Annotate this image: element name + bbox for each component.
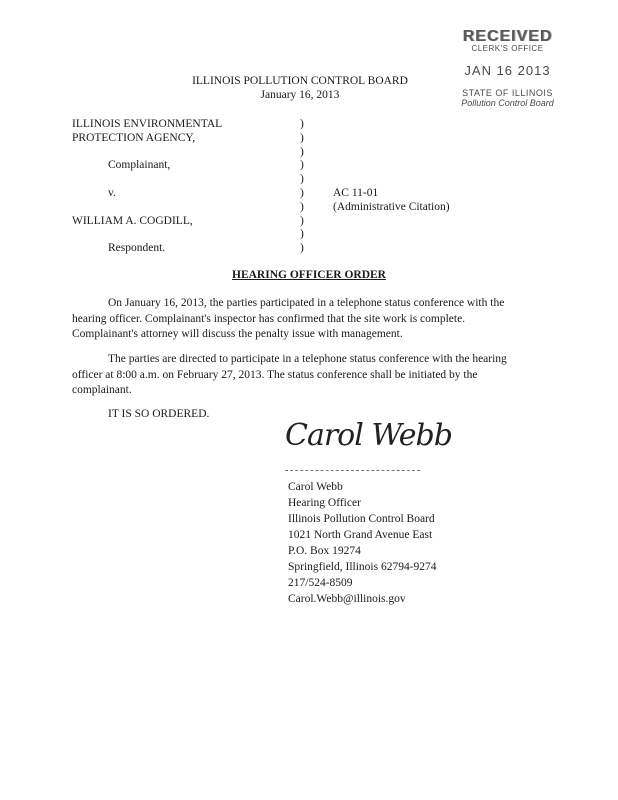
signer-name: Carol Webb [288,481,343,493]
respondent-label: Respondent. [108,242,166,254]
order-paragraph-1: On January 16, 2013, the parties participated in a telephone status conference with the hearing officer. Complainant's inspector has confirmed that the site work is complete. Complainant's attorney will discuss the penalty issue with management. [72,297,505,340]
signer-title: Hearing Officer [288,497,361,509]
signer-city: Springfield, Illinois 62794-9274 [288,561,437,573]
order-date: January 16, 2013 [260,89,340,101]
caption-paren: ) [300,215,304,227]
complainant-name-line-1: ILLINOIS ENVIRONMENTAL [72,118,223,130]
caption-paren: ) [300,173,304,185]
closing-statement: IT IS SO ORDERED. [108,408,210,420]
stamp-received: RECEIVED [462,28,553,45]
respondent-name: WILLIAM A. COGDILL, [72,215,193,227]
caption-paren: ) [300,118,304,130]
signer-po-box: P.O. Box 19274 [288,545,361,557]
caption-paren: ) [300,201,304,213]
caption-paren: ) [300,228,304,240]
caption-paren: ) [300,132,304,144]
caption-paren: ) [300,146,304,158]
received-stamp [440,28,575,108]
caption-paren: ) [300,187,304,199]
order-paragraph-2: The parties are directed to participate in a telephone status conference with the hearing officer at 8:00 a.m. on February 27, 2013. The status conference shall be initiated by the complainant. [72,353,507,396]
order-title: HEARING OFFICER ORDER [232,269,386,281]
board-name: ILLINOIS POLLUTION CONTROL BOARD [192,75,408,87]
signer-phone: 217/524-8509 [288,577,353,589]
versus-label: v. [108,187,116,199]
stamp-date: JAN 16 2013 [464,63,551,78]
signer-email: Carol.Webb@illinois.gov [288,593,406,605]
case-type: (Administrative Citation) [333,201,450,213]
signature-block [288,479,437,607]
complainant-name-line-2: PROTECTION AGENCY, [72,132,196,144]
signer-street: 1021 North Grand Avenue East [288,529,433,541]
caption-paren: ) [300,242,304,254]
caption-paren: ) [300,159,304,171]
handwritten-signature: Carol Webb [285,418,452,453]
signature-line [285,470,420,471]
signer-organization: Illinois Pollution Control Board [288,513,435,525]
complainant-label: Complainant, [108,159,171,171]
stamp-board: Pollution Control Board [461,98,554,108]
case-number: AC 11-01 [333,187,379,199]
stamp-clerks-office: CLERK'S OFFICE [471,44,544,53]
stamp-state: STATE OF ILLINOIS [462,88,553,98]
